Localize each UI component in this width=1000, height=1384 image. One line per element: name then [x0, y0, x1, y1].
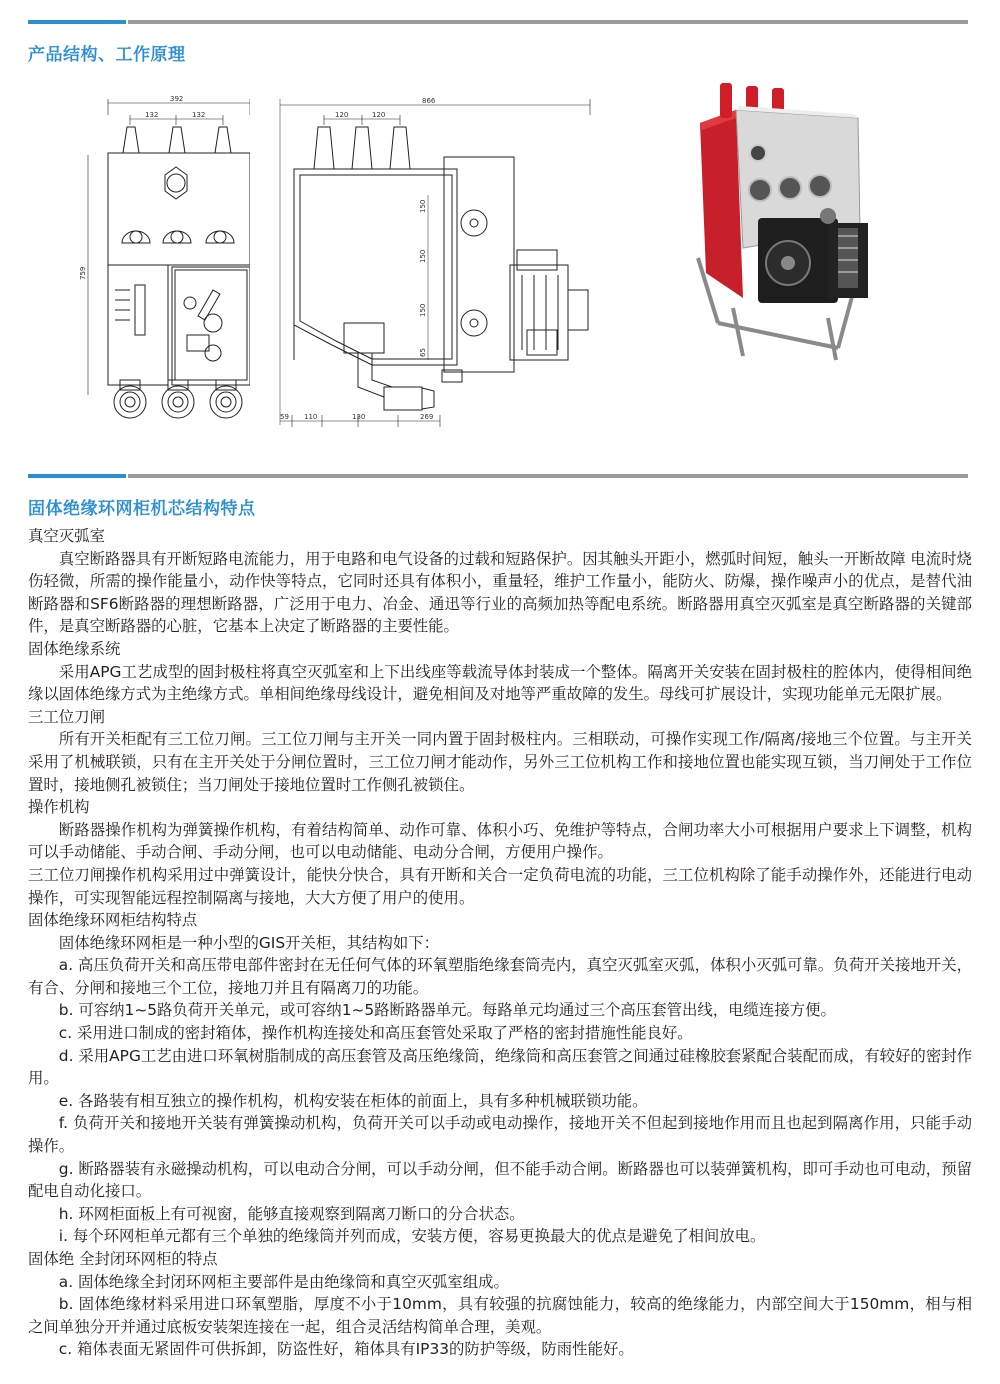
paragraph-heading: 三工位刀闸操作机构采用过中弹簧设计，能快分快合，具有开断和关合一定负荷电流的功能，三工位机构除了能手动操作外，还能进行电动操作，可实现智能远程控制隔离与接地，大大方便了用户的使用。: [28, 865, 972, 907]
paragraph: 真空断路器具有开断短路电流能力，用于电路和电气设备的过载和短路保护。因其触头开距小，燃弧时间短，触头一开断故障 电流时烧伤轻微，所需的操作能量小，动作快等特点，它同时还具有体积小，重量轻，维护工作量小，能防火、防爆，操作噪声小的优点，是替代油断路器和SF6断路器的理想断路器，广泛用于电力、冶金、通迅等行业的高频加热等配电系统。断路器用真空灭弧室是真空断路器的关键部件，是真空断路器的心脏，它基本上决定了断路器的主要性能。: [28, 549, 972, 636]
dim-132-b: 132: [192, 111, 206, 119]
paragraph-heading: 固体绝 全封闭环网柜的特点: [28, 1250, 218, 1268]
top-divider: [28, 20, 968, 24]
paragraph-heading: 操作机构: [28, 798, 90, 817]
dim-150-2: 150: [419, 249, 427, 263]
paragraph-heading: 固体绝缘环网柜结构特点: [28, 911, 198, 930]
paragraph: b. 可容纳1~5路负荷开关单元，或可容纳1~5路断路器单元。每路单元均通过三个高压套管出线，电缆连接方便。: [58, 1001, 836, 1020]
dim-866: 866: [422, 97, 436, 105]
dim-132-a: 132: [145, 111, 159, 119]
paragraph-heading: 真空灭弧室: [28, 527, 105, 545]
dim-130: 130: [352, 413, 366, 421]
side-view-drawing: [272, 95, 612, 430]
product-photo: [688, 78, 888, 363]
dim-59: 59: [280, 413, 289, 421]
section2-divider: [28, 474, 968, 478]
dim-759: 759: [79, 266, 87, 280]
dim-110: 110: [304, 413, 318, 421]
feature-text: [28, 525, 972, 1361]
paragraph: a. 高压负荷开关和高压带电部件密封在无任何气体的环氧塑脂绝缘套筒壳内，真空灭弧室灭弧，体积小灭弧可靠。负荷开关接地开关，有合、分闸和接地三个工位，接地刀并且有隔离刀的功能。: [28, 956, 972, 997]
paragraph-heading: 固体绝缘系统: [28, 639, 121, 658]
paragraph: b. 固体绝缘材料采用进口环氧塑脂，厚度不小于10mm，具有较强的抗腐蚀能力，较高的绝缘能力，内部空间大于150mm，相与相之间单独分开并通过底板安装架连接在一起，组合灵活结构简单合理，美观。: [28, 1295, 972, 1336]
dim-65: 65: [419, 348, 427, 357]
dim-120-a: 120: [335, 111, 349, 119]
paragraph: d. 采用APG工艺由进口环氧树脂制成的高压套管及高压绝缘筒，绝缘筒和高压套管之间通过硅橡胶套紧配合装配而成，有较好的密封作用。: [28, 1046, 972, 1088]
paragraph-heading: 三工位刀闸: [28, 707, 105, 726]
paragraph: e. 各路装有相互独立的操作机构，机构安装在柜体的前面上，具有多种机械联锁功能。: [58, 1091, 648, 1110]
dim-150-1: 150: [419, 199, 427, 213]
paragraph: c. 箱体表面无紧固件可供拆卸，防盗性好，箱体具有IP33的防护等级，防雨性能好。: [58, 1340, 634, 1359]
paragraph: 采用APG工艺成型的固封极柱将真空灭弧室和上下出线座等载流导体封装成一个整体。隔离开关安装在固封极柱的腔体内，使得相间绝缘以固体绝缘方式为主绝缘方式。单相间绝缘母线设计，避免相间及对地等严重故障的发生。母线可扩展设计，实现功能单元无限扩展。: [28, 662, 972, 704]
paragraph: 断路器操作机构为弹簧操作机构，有着结构简单、动作可靠、体积小巧、免维护等特点，合闸功率大小可根据用户要求上下调整，机构可以手动储能、手动合闸、手动分闸，也可以电动储能、电动分合闸，方便用户操作。: [28, 820, 972, 862]
paragraph: 所有开关柜配有三工位刀闸。三工位刀闸与主开关一同内置于固封极柱内。三相联动，可操作实现工作/隔离/接地三个位置。与主开关采用了机械联锁，只有在主开关处于分闸位置时，三工位刀闸才能动作，另外三工位机构工作和接地位置也能实现互锁，当刀闸处于工作位置时，接地侧孔被锁住；当刀闸处于接地位置时工作侧孔被锁住。: [28, 730, 972, 794]
section-title-features: 固体绝缘环网柜机芯结构特点: [28, 499, 256, 519]
paragraph: h. 环网柜面板上有可视窗，能够直接观察到隔离刀断口的分合状态。: [58, 1204, 525, 1223]
paragraph: i. 每个环网柜单元都有三个单独的绝缘筒并列而成，安装方便，容易更换最大的优点是避免了相间放电。: [58, 1227, 766, 1246]
paragraph: a. 固体绝缘全封闭环网柜主要部件是由绝缘筒和真空灭弧室组成。: [58, 1272, 509, 1291]
paragraph: g. 断路器装有永磁操动机构，可以电动合分闸，可以手动分闸，但不能手动合闸。断路器也可以装弹簧机构，即可手动也可电动，预留配电自动化接口。: [28, 1159, 972, 1201]
paragraph: f. 负荷开关和接地开关装有弹簧操动机构，负荷开关可以手动或电动操作，接地开关不但起到接地作用而且也起到隔离作用，只能手动操作。: [28, 1114, 972, 1156]
dim-392: 392: [170, 95, 184, 103]
front-view-drawing: [75, 95, 250, 425]
section-title-structure: 产品结构、工作原理: [28, 45, 186, 65]
dim-269: 269: [420, 413, 434, 421]
dim-150-3: 150: [419, 303, 427, 317]
paragraph: c. 采用进口制成的密封箱体，操作机构连接处和高压套管处采取了严格的密封措施性能良好。: [58, 1024, 693, 1043]
dim-120-b: 120: [372, 111, 386, 119]
paragraph: 固体绝缘环网柜是一种小型的GIS开关柜，其结构如下：: [58, 933, 440, 952]
